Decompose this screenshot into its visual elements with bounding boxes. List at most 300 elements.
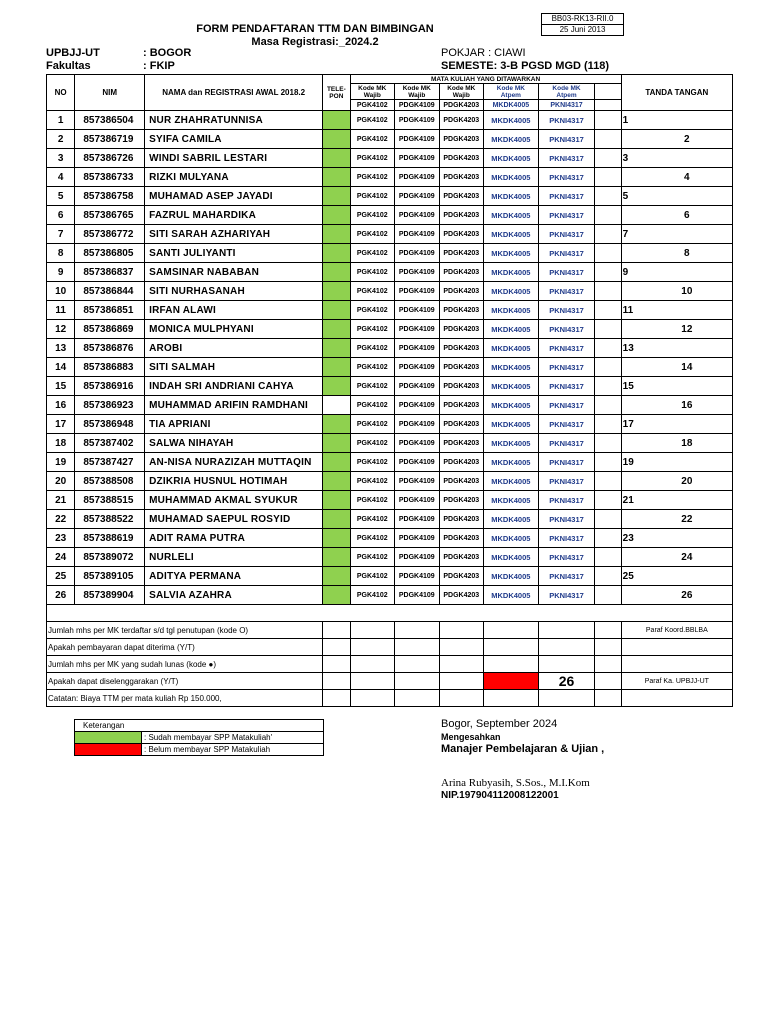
row-course-code: MKDK4005 <box>484 301 539 320</box>
row-nim: 857389105 <box>75 567 145 586</box>
row-nim: 857387402 <box>75 434 145 453</box>
row-course-code: PDGK4203 <box>439 130 484 149</box>
footer-cell <box>595 622 621 639</box>
row-course-code: PDGK4203 <box>439 529 484 548</box>
row-telepon-status <box>323 339 350 358</box>
row-name: RIZKI MULYANA <box>145 168 323 187</box>
footer-cell <box>538 690 595 707</box>
row-course-code: PDGK4203 <box>439 168 484 187</box>
header-telepon <box>323 75 350 111</box>
row-name: DZIKRIA HUSNUL HOTIMAH <box>145 472 323 491</box>
header-atpem-2 <box>538 84 595 100</box>
row-signature: 20 <box>621 472 732 491</box>
legend-row-paid <box>75 731 323 743</box>
footer-cell <box>350 656 395 673</box>
footer-cell <box>621 690 732 707</box>
row-empty-cell <box>595 187 621 206</box>
row-signature: 25 <box>621 567 732 586</box>
footer-cell <box>439 656 484 673</box>
footer-cell <box>323 673 350 690</box>
row-signature: 4 <box>621 168 732 187</box>
row-course-code: MKDK4005 <box>484 149 539 168</box>
row-course-code: PKNI4317 <box>538 187 595 206</box>
row-nim: 857386869 <box>75 320 145 339</box>
mengesahkan-label: Mengesahkan <box>441 732 501 742</box>
row-name: SITI SARAH AZHARIYAH <box>145 225 323 244</box>
legend-title: Keterangan <box>83 721 125 730</box>
row-course-code: PDGK4203 <box>439 586 484 605</box>
row-number: 21 <box>47 491 75 510</box>
header-code: PDGK4203 <box>439 100 484 111</box>
row-name: ADIT RAMA PUTRA <box>145 529 323 548</box>
row-telepon-status <box>323 358 350 377</box>
row-number: 13 <box>47 339 75 358</box>
footer-cell <box>484 639 539 656</box>
row-nim: 857386837 <box>75 263 145 282</box>
row-course-code: PGK4102 <box>350 548 395 567</box>
row-signature: 21 <box>621 491 732 510</box>
header-telepon-line1: TELE- <box>326 85 346 93</box>
row-number: 19 <box>47 453 75 472</box>
header-wajib-2-line2: Wajib <box>408 91 426 99</box>
table-row <box>47 187 733 206</box>
footer-catatan: Catatan: Biaya TTM per mata kuliah Rp 150.000, <box>47 690 323 707</box>
row-signature: 3 <box>621 149 732 168</box>
form-title: FORM PENDAFTARAN TTM DAN BIMBINGAN <box>196 23 434 35</box>
row-course-code: PDGK4109 <box>395 339 440 358</box>
footer-cell <box>484 656 539 673</box>
row-name: AN-NISA NURAZIZAH MUTTAQIN <box>145 453 323 472</box>
table-row <box>47 282 733 301</box>
row-course-code: PDGK4109 <box>395 225 440 244</box>
header-empty <box>595 100 621 111</box>
header-tanda-tangan: TANDA TANGAN <box>621 75 732 111</box>
row-course-code: PDGK4109 <box>395 548 440 567</box>
row-course-code: PKNI4317 <box>538 548 595 567</box>
upbjj-label: UPBJJ-UT <box>46 47 100 59</box>
row-course-code: PKNI4317 <box>538 149 595 168</box>
footer-cell <box>350 639 395 656</box>
row-number: 1 <box>47 111 75 130</box>
row-signature: 5 <box>621 187 732 206</box>
row-course-code: PKNI4317 <box>538 339 595 358</box>
row-empty-cell <box>595 358 621 377</box>
row-telepon-status <box>323 586 350 605</box>
row-signature: 2 <box>621 130 732 149</box>
row-course-code: PGK4102 <box>350 187 395 206</box>
legend-box <box>74 719 324 756</box>
footer-cell <box>538 639 595 656</box>
row-course-code: PKNI4317 <box>538 168 595 187</box>
table-row <box>47 111 733 130</box>
table-row <box>47 586 733 605</box>
row-name: WINDI SABRIL LESTARI <box>145 149 323 168</box>
row-course-code: PGK4102 <box>350 472 395 491</box>
header-code: PKNI4317 <box>538 100 595 111</box>
signatory-role: Manajer Pembelajaran & Ujian , <box>441 743 605 755</box>
row-nim: 857386758 <box>75 187 145 206</box>
row-course-code: PDGK4109 <box>395 491 440 510</box>
row-empty-cell <box>595 567 621 586</box>
footer-cell <box>350 690 395 707</box>
row-empty-cell <box>595 301 621 320</box>
row-course-code: PDGK4109 <box>395 149 440 168</box>
row-number: 3 <box>47 149 75 168</box>
row-course-code: PGK4102 <box>350 358 395 377</box>
row-number: 25 <box>47 567 75 586</box>
row-nim: 857388522 <box>75 510 145 529</box>
header-atpem-1-line1: Kode MK <box>496 84 525 92</box>
row-name: MUHAMAD SAEPUL ROSYID <box>145 510 323 529</box>
row-signature: 10 <box>621 282 732 301</box>
row-signature: 17 <box>621 415 732 434</box>
table-row <box>47 244 733 263</box>
footer-cell <box>621 656 732 673</box>
row-empty-cell <box>595 510 621 529</box>
footer-cell <box>595 673 621 690</box>
footer-cell <box>395 690 440 707</box>
footer-cell <box>323 622 350 639</box>
table-row <box>47 453 733 472</box>
row-course-code: PGK4102 <box>350 434 395 453</box>
row-name: AROBI <box>145 339 323 358</box>
footer-cell <box>621 639 732 656</box>
row-number: 9 <box>47 263 75 282</box>
row-signature: 24 <box>621 548 732 567</box>
row-course-code: PKNI4317 <box>538 377 595 396</box>
table-row <box>47 396 733 415</box>
row-nim: 857389072 <box>75 548 145 567</box>
table-row <box>47 529 733 548</box>
row-course-code: MKDK4005 <box>484 567 539 586</box>
row-course-code: PDGK4109 <box>395 187 440 206</box>
footer-cell <box>439 639 484 656</box>
row-nim: 857386504 <box>75 111 145 130</box>
row-telepon-status <box>323 149 350 168</box>
row-nim: 857386948 <box>75 415 145 434</box>
footer-cell <box>538 656 595 673</box>
row-course-code: MKDK4005 <box>484 339 539 358</box>
footer-cell <box>595 639 621 656</box>
row-course-code: PDGK4109 <box>395 206 440 225</box>
row-course-code: MKDK4005 <box>484 510 539 529</box>
legend-red-swatch <box>75 744 142 755</box>
row-course-code: PGK4102 <box>350 244 395 263</box>
row-signature: 7 <box>621 225 732 244</box>
row-course-code: PDGK4203 <box>439 377 484 396</box>
row-telepon-status <box>323 263 350 282</box>
row-number: 15 <box>47 377 75 396</box>
legend-green-swatch <box>75 732 142 743</box>
row-course-code: MKDK4005 <box>484 415 539 434</box>
row-telepon-status <box>323 434 350 453</box>
row-empty-cell <box>595 263 621 282</box>
row-course-code: PDGK4203 <box>439 548 484 567</box>
row-course-code: PGK4102 <box>350 510 395 529</box>
row-empty-cell <box>595 434 621 453</box>
row-number: 8 <box>47 244 75 263</box>
header-no: NO <box>47 75 75 111</box>
row-course-code: PDGK4203 <box>439 510 484 529</box>
row-course-code: PDGK4109 <box>395 510 440 529</box>
row-nim: 857389904 <box>75 586 145 605</box>
footer-cell <box>395 656 440 673</box>
table-row <box>47 130 733 149</box>
header-atpem-2-line1: Kode MK <box>552 84 581 92</box>
footer-cell <box>395 673 440 690</box>
row-course-code: MKDK4005 <box>484 244 539 263</box>
paraf-koord: Paraf Koord.BBLBA <box>621 622 732 639</box>
row-course-code: PKNI4317 <box>538 111 595 130</box>
header-mata-kuliah: MATA KULIAH YANG DITAWARKAN <box>350 75 621 84</box>
footer-cell <box>323 690 350 707</box>
footer-cell <box>395 639 440 656</box>
row-course-code: MKDK4005 <box>484 472 539 491</box>
row-empty-cell <box>595 111 621 130</box>
row-empty-cell <box>595 320 621 339</box>
header-wajib-2 <box>395 84 440 100</box>
row-nim: 857386765 <box>75 206 145 225</box>
row-course-code: PGK4102 <box>350 567 395 586</box>
table-row <box>47 510 733 529</box>
row-nim: 857386876 <box>75 339 145 358</box>
row-nim: 857386805 <box>75 244 145 263</box>
table-row <box>47 491 733 510</box>
footer-jumlah-mhs: Jumlah mhs per MK terdaftar s/d tgl penutupan (kode O) <box>47 622 323 639</box>
table-row <box>47 225 733 244</box>
pokjar-info: POKJAR : CIAWI <box>441 47 526 59</box>
table-row <box>47 415 733 434</box>
row-name: FAZRUL MAHARDIKA <box>145 206 323 225</box>
header-wajib-1-line1: Kode MK <box>358 84 387 92</box>
row-name: NUR ZHAHRATUNNISA <box>145 111 323 130</box>
paraf-ka: Paraf Ka. UPBJJ-UT <box>621 673 732 690</box>
fakultas-label: Fakultas <box>46 60 91 72</box>
footer-cell <box>439 622 484 639</box>
row-course-code: PDGK4203 <box>439 244 484 263</box>
document-code: BB03-RK13-RII.0 <box>551 14 614 23</box>
footer-diselenggarakan: Apakah dapat diselenggarakan (Y/T) <box>47 673 323 690</box>
row-course-code: MKDK4005 <box>484 434 539 453</box>
row-number: 10 <box>47 282 75 301</box>
row-signature: 12 <box>621 320 732 339</box>
row-course-code: PDGK4203 <box>439 396 484 415</box>
row-course-code: PKNI4317 <box>538 244 595 263</box>
row-course-code: PDGK4109 <box>395 586 440 605</box>
row-signature: 22 <box>621 510 732 529</box>
row-telepon-status <box>323 206 350 225</box>
row-course-code: PDGK4109 <box>395 301 440 320</box>
row-course-code: PDGK4203 <box>439 434 484 453</box>
signatory-nip: NIP.197904112008122001 <box>441 790 559 801</box>
row-course-code: PDGK4203 <box>439 282 484 301</box>
row-course-code: PDGK4109 <box>395 358 440 377</box>
row-nim: 857388515 <box>75 491 145 510</box>
row-signature: 18 <box>621 434 732 453</box>
row-course-code: PGK4102 <box>350 396 395 415</box>
footer-cell <box>595 656 621 673</box>
row-course-code: MKDK4005 <box>484 111 539 130</box>
row-telepon-status <box>323 168 350 187</box>
header-nim: NIM <box>75 75 145 111</box>
footer-lunas: Jumlah mhs per MK yang sudah lunas (kode ●) <box>47 656 323 673</box>
row-empty-cell <box>595 472 621 491</box>
footer-cell <box>323 639 350 656</box>
table-row <box>47 377 733 396</box>
row-course-code: PKNI4317 <box>538 586 595 605</box>
row-course-code: PDGK4203 <box>439 111 484 130</box>
row-nim: 857386883 <box>75 358 145 377</box>
row-course-code: PGK4102 <box>350 130 395 149</box>
row-number: 20 <box>47 472 75 491</box>
row-name: SAMSINAR NABABAN <box>145 263 323 282</box>
row-course-code: PGK4102 <box>350 206 395 225</box>
row-course-code: MKDK4005 <box>484 320 539 339</box>
row-signature: 16 <box>621 396 732 415</box>
row-course-code: PGK4102 <box>350 339 395 358</box>
row-course-code: PKNI4317 <box>538 491 595 510</box>
header-atpem-1-line2: Atpem <box>500 91 521 99</box>
row-course-code: PKNI4317 <box>538 301 595 320</box>
row-course-code: PDGK4203 <box>439 339 484 358</box>
row-course-code: MKDK4005 <box>484 548 539 567</box>
row-signature: 13 <box>621 339 732 358</box>
row-telepon-status <box>323 130 350 149</box>
row-nim: 857388508 <box>75 472 145 491</box>
row-telepon-status <box>323 244 350 263</box>
table-row <box>47 206 733 225</box>
row-course-code: PGK4102 <box>350 301 395 320</box>
row-course-code: PDGK4203 <box>439 491 484 510</box>
row-course-code: PDGK4203 <box>439 206 484 225</box>
row-course-code: PKNI4317 <box>538 225 595 244</box>
row-course-code: MKDK4005 <box>484 453 539 472</box>
row-number: 12 <box>47 320 75 339</box>
row-number: 11 <box>47 301 75 320</box>
footer-cell <box>395 622 440 639</box>
row-nim: 857386916 <box>75 377 145 396</box>
row-course-code: PDGK4203 <box>439 320 484 339</box>
row-course-code: PKNI4317 <box>538 529 595 548</box>
table-row <box>47 320 733 339</box>
row-nim: 857386851 <box>75 301 145 320</box>
row-course-code: MKDK4005 <box>484 206 539 225</box>
row-course-code: PGK4102 <box>350 111 395 130</box>
row-signature: 11 <box>621 301 732 320</box>
row-name: SALVIA AZAHRA <box>145 586 323 605</box>
row-signature: 15 <box>621 377 732 396</box>
row-name: MUHAMMAD ARIFIN RAMDHANI <box>145 396 323 415</box>
row-course-code: PDGK4203 <box>439 358 484 377</box>
row-course-code: MKDK4005 <box>484 529 539 548</box>
row-course-code: PDGK4109 <box>395 130 440 149</box>
row-number: 18 <box>47 434 75 453</box>
row-name: NURLELI <box>145 548 323 567</box>
row-number: 16 <box>47 396 75 415</box>
row-course-code: MKDK4005 <box>484 282 539 301</box>
row-telepon-status <box>323 320 350 339</box>
row-name: ADITYA PERMANA <box>145 567 323 586</box>
row-course-code: MKDK4005 <box>484 586 539 605</box>
table-row <box>47 358 733 377</box>
row-empty-cell <box>595 225 621 244</box>
row-nim: 857386844 <box>75 282 145 301</box>
row-empty-cell <box>595 339 621 358</box>
row-course-code: PDGK4203 <box>439 472 484 491</box>
form-subtitle: Masa Registrasi:_2024.2 <box>251 36 379 48</box>
row-course-code: PGK4102 <box>350 377 395 396</box>
row-empty-cell <box>595 377 621 396</box>
table-row <box>47 548 733 567</box>
row-empty-cell <box>595 586 621 605</box>
row-course-code: PGK4102 <box>350 263 395 282</box>
header-wajib-3-line1: Kode MK <box>447 84 476 92</box>
row-course-code: PDGK4109 <box>395 168 440 187</box>
row-nim: 857386726 <box>75 149 145 168</box>
table-row <box>47 567 733 586</box>
footer-cell <box>439 690 484 707</box>
header-atpem-1 <box>484 84 539 100</box>
row-nim: 857386719 <box>75 130 145 149</box>
upbjj-value: : BOGOR <box>143 47 192 59</box>
row-course-code: PDGK4203 <box>439 415 484 434</box>
row-course-code: PKNI4317 <box>538 282 595 301</box>
row-course-code: PGK4102 <box>350 415 395 434</box>
footer-cell <box>538 622 595 639</box>
row-course-code: MKDK4005 <box>484 491 539 510</box>
row-telepon-status <box>323 187 350 206</box>
registration-table <box>46 74 733 707</box>
header-code: PDGK4109 <box>395 100 440 111</box>
row-course-code: MKDK4005 <box>484 130 539 149</box>
row-telepon-status <box>323 377 350 396</box>
row-empty-cell <box>595 491 621 510</box>
row-empty-cell <box>595 453 621 472</box>
row-empty-cell <box>595 244 621 263</box>
row-empty-cell <box>595 548 621 567</box>
table-footer <box>47 605 733 707</box>
header-name: NAMA dan REGISTRASI AWAL 2018.2 <box>145 75 323 111</box>
row-empty-cell <box>595 396 621 415</box>
row-course-code: PDGK4109 <box>395 472 440 491</box>
table-row <box>47 149 733 168</box>
footer-cell <box>350 622 395 639</box>
row-number: 17 <box>47 415 75 434</box>
row-empty-cell <box>595 282 621 301</box>
header-wajib-1-line2: Wajib <box>363 91 381 99</box>
row-telepon-status <box>323 282 350 301</box>
row-number: 23 <box>47 529 75 548</box>
footer-pembayaran: Apakah pembayaran dapat diterima (Y/T) <box>47 639 323 656</box>
footer-cell <box>439 673 484 690</box>
semester-info: SEMESTE: 3-B PGSD MGD (118) <box>441 60 610 72</box>
row-course-code: PKNI4317 <box>538 567 595 586</box>
row-course-code: PKNI4317 <box>538 263 595 282</box>
row-course-code: PDGK4109 <box>395 244 440 263</box>
row-name: SITI SALMAH <box>145 358 323 377</box>
header-wajib-1 <box>350 84 395 100</box>
row-course-code: PDGK4203 <box>439 149 484 168</box>
row-course-code: PGK4102 <box>350 529 395 548</box>
row-course-code: PGK4102 <box>350 282 395 301</box>
row-name: IRFAN ALAWI <box>145 301 323 320</box>
row-course-code: PDGK4109 <box>395 320 440 339</box>
row-nim: 857386772 <box>75 225 145 244</box>
row-telepon-status <box>323 510 350 529</box>
row-course-code: PDGK4109 <box>395 396 440 415</box>
table-row <box>47 339 733 358</box>
header-wajib-3-line2: Wajib <box>452 91 470 99</box>
